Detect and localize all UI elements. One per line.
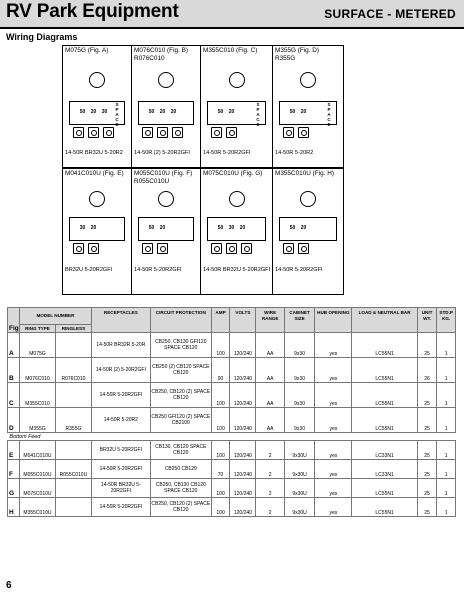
outlet-caption: 14-50R 5-20R2GFI xyxy=(203,150,251,156)
cell-std: 1 xyxy=(437,383,456,408)
cell-lug: LC55N1 xyxy=(352,479,417,498)
wiring-diagram-fig-d xyxy=(272,45,344,168)
header-receptacles: RECEPTACLES xyxy=(91,308,150,333)
diagram-label: M055C010U (Fig. F) R055C010U xyxy=(132,169,200,187)
cell-amp: 100 xyxy=(211,333,230,358)
diagram-label: M355C010 (Fig. C) xyxy=(201,46,272,56)
header-protection: CIRCUIT PROTECTION xyxy=(150,308,211,333)
cell-wire: AA xyxy=(256,408,284,433)
cell-prot: CB250, CB120 (2) SPACE CB120 xyxy=(150,383,211,408)
meter-socket-icon xyxy=(300,191,316,207)
space-label: S P A C E xyxy=(327,102,331,127)
wiring-diagram-fig-a xyxy=(62,45,132,168)
wiring-diagram-fig-c xyxy=(200,45,273,168)
cell-std: 1 xyxy=(437,460,456,479)
header-lug: LOAD & NEUTRAL BAR xyxy=(352,308,417,333)
cell-std: 1 xyxy=(437,479,456,498)
cell-lug: LC55N1 xyxy=(352,498,417,517)
cell-wt: 25 xyxy=(417,460,437,479)
table-row xyxy=(8,333,456,358)
table-row xyxy=(8,408,456,433)
header-volts: VOLTS xyxy=(230,308,256,333)
breaker-panel xyxy=(207,217,266,241)
cell-wire: 2 xyxy=(256,441,284,460)
cell-volts: 120/240 xyxy=(230,479,256,498)
header-wt: UNIT WT. xyxy=(417,308,437,333)
meter-socket-icon xyxy=(300,72,316,88)
wiring-diagram-fig-h xyxy=(272,168,344,295)
cell-wire: AA xyxy=(256,358,284,383)
header-model: MODEL NUMBER xyxy=(19,308,91,325)
spec-table-body xyxy=(8,333,456,517)
breaker-label: 30 xyxy=(79,225,86,231)
wiring-diagrams-heading: Wiring Diagrams xyxy=(6,32,78,42)
cell-amp: 90 xyxy=(211,358,230,383)
breaker-label: 20 xyxy=(228,109,235,115)
cell-prot: CB130, CB120 SPACE CB120 xyxy=(150,441,211,460)
outlet-caption: BR32U 5-20R2GFI xyxy=(65,267,113,273)
breaker-label: 20 xyxy=(300,109,307,115)
receptacle-icon xyxy=(241,243,252,254)
wiring-diagram-fig-f xyxy=(131,168,201,295)
breaker-label: 50 xyxy=(289,225,296,231)
diagram-label: M355C010U (Fig. H) xyxy=(273,169,343,179)
breaker-label: 20 xyxy=(170,109,177,115)
receptacle-icon xyxy=(211,243,222,254)
cell-ringless: R355G xyxy=(55,408,91,433)
cell-cab: 9x30 xyxy=(284,408,315,433)
breaker-label: 20 xyxy=(90,109,97,115)
breaker-label: 50 xyxy=(217,225,224,231)
cell-hub: yes xyxy=(315,460,352,479)
breaker-label: 30 xyxy=(101,109,108,115)
cell-ringless xyxy=(55,441,91,460)
breaker-label: 20 xyxy=(159,225,166,231)
breaker-label: 50 xyxy=(79,109,86,115)
cell-wt: 25 xyxy=(417,479,437,498)
breaker-panel xyxy=(138,217,194,241)
cell-cab: 9x30U xyxy=(284,498,315,517)
receptacle-icon xyxy=(142,127,153,138)
cell-volts: 120/240 xyxy=(230,441,256,460)
header-cabinet: CABINET SIZE xyxy=(284,308,315,333)
cell-ring: M041C010U xyxy=(19,441,55,460)
cell-recept: BR32U 5-20R2GFI xyxy=(91,441,150,460)
cell-hub: yes xyxy=(315,479,352,498)
diagram-label: M075G (Fig. A) xyxy=(63,46,131,56)
space-label: S P A C E xyxy=(115,102,119,127)
meter-socket-icon xyxy=(89,72,105,88)
cell-lug: LC33N1 xyxy=(352,441,417,460)
row-fig: B xyxy=(8,358,20,383)
cell-ring: M076C010 xyxy=(19,358,55,383)
section-title: SURFACE - METERED xyxy=(324,7,456,21)
wiring-diagram-fig-g xyxy=(200,168,273,295)
breaker-label: 50 xyxy=(217,109,224,115)
wiring-diagram-fig-e xyxy=(62,168,132,295)
cell-ringless xyxy=(55,383,91,408)
page-number: 6 xyxy=(6,580,12,591)
receptacle-icon xyxy=(211,127,222,138)
row-fig: C xyxy=(8,383,20,408)
cell-prot: CB250 CB120 xyxy=(150,460,211,479)
table-row xyxy=(8,479,456,498)
cell-hub: yes xyxy=(315,408,352,433)
cell-ring: M355C010 xyxy=(19,383,55,408)
receptacle-icon xyxy=(88,243,99,254)
breaker-panel xyxy=(207,101,266,125)
diagram-label: M075C010U (Fig. G) xyxy=(201,169,272,179)
cell-hub: yes xyxy=(315,383,352,408)
breaker-panel xyxy=(279,101,337,125)
cell-hub: yes xyxy=(315,358,352,383)
breaker-label: 20 xyxy=(239,225,246,231)
receptacle-icon xyxy=(298,243,309,254)
cell-wt: 25 xyxy=(417,441,437,460)
cell-hub: yes xyxy=(315,333,352,358)
breaker-panel xyxy=(138,101,194,125)
receptacle-icon xyxy=(283,243,294,254)
cell-wire: AA xyxy=(256,333,284,358)
row-fig: A xyxy=(8,333,20,358)
cell-lug: LC55N1 xyxy=(352,333,417,358)
cell-hub: yes xyxy=(315,498,352,517)
breaker-label: 30 xyxy=(228,225,235,231)
receptacle-icon xyxy=(226,243,237,254)
cell-wt: 25 xyxy=(417,498,437,517)
cell-wt: 25 xyxy=(417,408,437,433)
cell-ringless: R055C010U xyxy=(55,460,91,479)
table-row xyxy=(8,383,456,408)
meter-socket-icon xyxy=(229,72,245,88)
table-row xyxy=(8,358,456,383)
cell-recept: 14-50R 5-20R2GFI xyxy=(91,460,150,479)
spec-table-wrap xyxy=(7,307,456,517)
header-std: STD.P KG. xyxy=(437,308,456,333)
outlet-caption: 14-50R 5-20R2GFI xyxy=(275,267,323,273)
cell-volts: 120/240 xyxy=(230,460,256,479)
header-wire: WIRE RANGE xyxy=(256,308,284,333)
cell-lug: LC55N1 xyxy=(352,358,417,383)
cell-prot: CB250, CB120 (2) SPACE CB120 xyxy=(150,498,211,517)
cell-recept: 14-50R 5-20R2GFI xyxy=(91,498,150,517)
row-fig: F xyxy=(8,460,20,479)
cell-volts: 120/240 xyxy=(230,498,256,517)
cell-lug: LC33N1 xyxy=(352,460,417,479)
cell-ringless: R076C010 xyxy=(55,358,91,383)
cell-hub: yes xyxy=(315,441,352,460)
receptacle-icon xyxy=(157,127,168,138)
breaker-label: 20 xyxy=(300,225,307,231)
outlet-caption: 14-50R (2) 5-20R2GFI xyxy=(134,150,190,156)
meter-socket-icon xyxy=(158,191,174,207)
cell-std: 1 xyxy=(437,358,456,383)
cell-amp: 100 xyxy=(211,498,230,517)
cell-amp: 100 xyxy=(211,479,230,498)
header-amp: AMP xyxy=(211,308,230,333)
cell-volts: 120/240 xyxy=(230,358,256,383)
header-hub: HUB OPENING xyxy=(315,308,352,333)
receptacle-icon xyxy=(298,127,309,138)
cell-ring: M075G xyxy=(19,333,55,358)
cell-std: 1 xyxy=(437,333,456,358)
cell-wire: 2 xyxy=(256,479,284,498)
cell-cab: 9x30 xyxy=(284,358,315,383)
cell-prot: CB250 GFI120 (2) SPACE CB2100 xyxy=(150,408,211,433)
receptacle-icon xyxy=(157,243,168,254)
diagram-label: M355G (Fig. D) R355G xyxy=(273,46,343,64)
meter-socket-icon xyxy=(158,72,174,88)
receptacle-icon xyxy=(73,243,84,254)
cell-recept: 14-50R (2) 5-20R2GFI xyxy=(91,358,150,383)
cell-volts: 120/240 xyxy=(230,383,256,408)
cell-ring: M075C010U xyxy=(19,479,55,498)
receptacle-icon xyxy=(226,127,237,138)
diagram-label: M041C010U (Fig. E) xyxy=(63,169,131,179)
cell-cab: 9x30 xyxy=(284,383,315,408)
row-fig: H xyxy=(8,498,20,517)
cell-std: 1 xyxy=(437,498,456,517)
outlet-caption: 14-50R BR32U 5-20R2 xyxy=(65,150,123,156)
cell-amp: 70 xyxy=(211,460,230,479)
cell-cab: 9x30U xyxy=(284,460,315,479)
cell-recept: 14-50R BR32R 5-20R xyxy=(91,333,150,358)
cell-ring: M355G xyxy=(19,408,55,433)
row-fig: D xyxy=(8,408,20,433)
receptacle-icon xyxy=(283,127,294,138)
outlet-caption: 14-50R BR32U 5-20R2GFI xyxy=(203,267,271,273)
receptacle-icon xyxy=(73,127,84,138)
cell-wt: 26 xyxy=(417,358,437,383)
row-fig: E xyxy=(8,441,20,460)
meter-socket-icon xyxy=(89,191,105,207)
page-title: RV Park Equipment xyxy=(6,1,179,22)
table-row xyxy=(8,460,456,479)
row-fig: G xyxy=(8,479,20,498)
cell-amp: 100 xyxy=(211,408,230,433)
diagram-label: M076C010 (Fig. B) R076C010 xyxy=(132,46,200,64)
cell-recept: 14-50R 5-20R2GFI xyxy=(91,383,150,408)
breaker-label: 20 xyxy=(90,225,97,231)
cell-lug: LC55N1 xyxy=(352,408,417,433)
cell-ringless xyxy=(55,333,91,358)
breaker-panel xyxy=(279,217,337,241)
spec-table xyxy=(7,307,456,517)
cell-wt: 25 xyxy=(417,333,437,358)
cell-amp: 100 xyxy=(211,441,230,460)
wiring-diagram-fig-b xyxy=(131,45,201,168)
cell-lug: LC55N1 xyxy=(352,383,417,408)
cell-prot: CB250, CB130 GFI120 SPACE CB120 xyxy=(150,333,211,358)
cell-cab: 9x30U xyxy=(284,441,315,460)
cell-ring: M055C010U xyxy=(19,460,55,479)
table-row xyxy=(8,498,456,517)
receptacle-icon xyxy=(88,127,99,138)
receptacle-icon xyxy=(142,243,153,254)
breaker-label: 20 xyxy=(159,109,166,115)
space-label: S P A C E xyxy=(256,102,260,127)
outlet-caption: 14-50R 5-20R2 xyxy=(275,150,314,156)
cell-recept: 14-50R 5-20R2 xyxy=(91,408,150,433)
header-ringless: RINGLESS xyxy=(55,325,91,333)
cell-ringless xyxy=(55,498,91,517)
cell-recept: 14-50R BR32U 5-20R2GFI xyxy=(91,479,150,498)
breaker-panel xyxy=(69,217,125,241)
cell-amp: 100 xyxy=(211,383,230,408)
cell-std: 1 xyxy=(437,408,456,433)
receptacle-icon xyxy=(103,127,114,138)
header-fig: Fig xyxy=(8,308,20,333)
bottom-feed-separator xyxy=(8,433,456,441)
cell-volts: 120/240 xyxy=(230,408,256,433)
cell-cab: 9x30 xyxy=(284,333,315,358)
table-row xyxy=(8,441,456,460)
cell-ring: M355C010U xyxy=(19,498,55,517)
breaker-panel xyxy=(69,101,125,125)
breaker-label: 50 xyxy=(148,225,155,231)
header-ring: RING TYPE xyxy=(19,325,55,333)
receptacle-icon xyxy=(172,127,183,138)
page-header xyxy=(0,0,464,29)
cell-ringless xyxy=(55,479,91,498)
cell-prot: CB250 (2) CB120 SPACE CB120 xyxy=(150,358,211,383)
cell-std: 1 xyxy=(437,441,456,460)
cell-volts: 120/240 xyxy=(230,333,256,358)
outlet-caption: 14-50R 5-20R2GFI xyxy=(134,267,182,273)
cell-wt: 25 xyxy=(417,383,437,408)
cell-cab: 9x30U xyxy=(284,479,315,498)
breaker-label: 50 xyxy=(289,109,296,115)
bottom-feed-label: Bottom Feed xyxy=(8,433,456,441)
cell-wire: 2 xyxy=(256,498,284,517)
cell-prot: CB250, CB130 CB120 SPACE CB120 xyxy=(150,479,211,498)
cell-wire: 2 xyxy=(256,460,284,479)
breaker-label: 50 xyxy=(148,109,155,115)
meter-socket-icon xyxy=(229,191,245,207)
cell-wire: AA xyxy=(256,383,284,408)
